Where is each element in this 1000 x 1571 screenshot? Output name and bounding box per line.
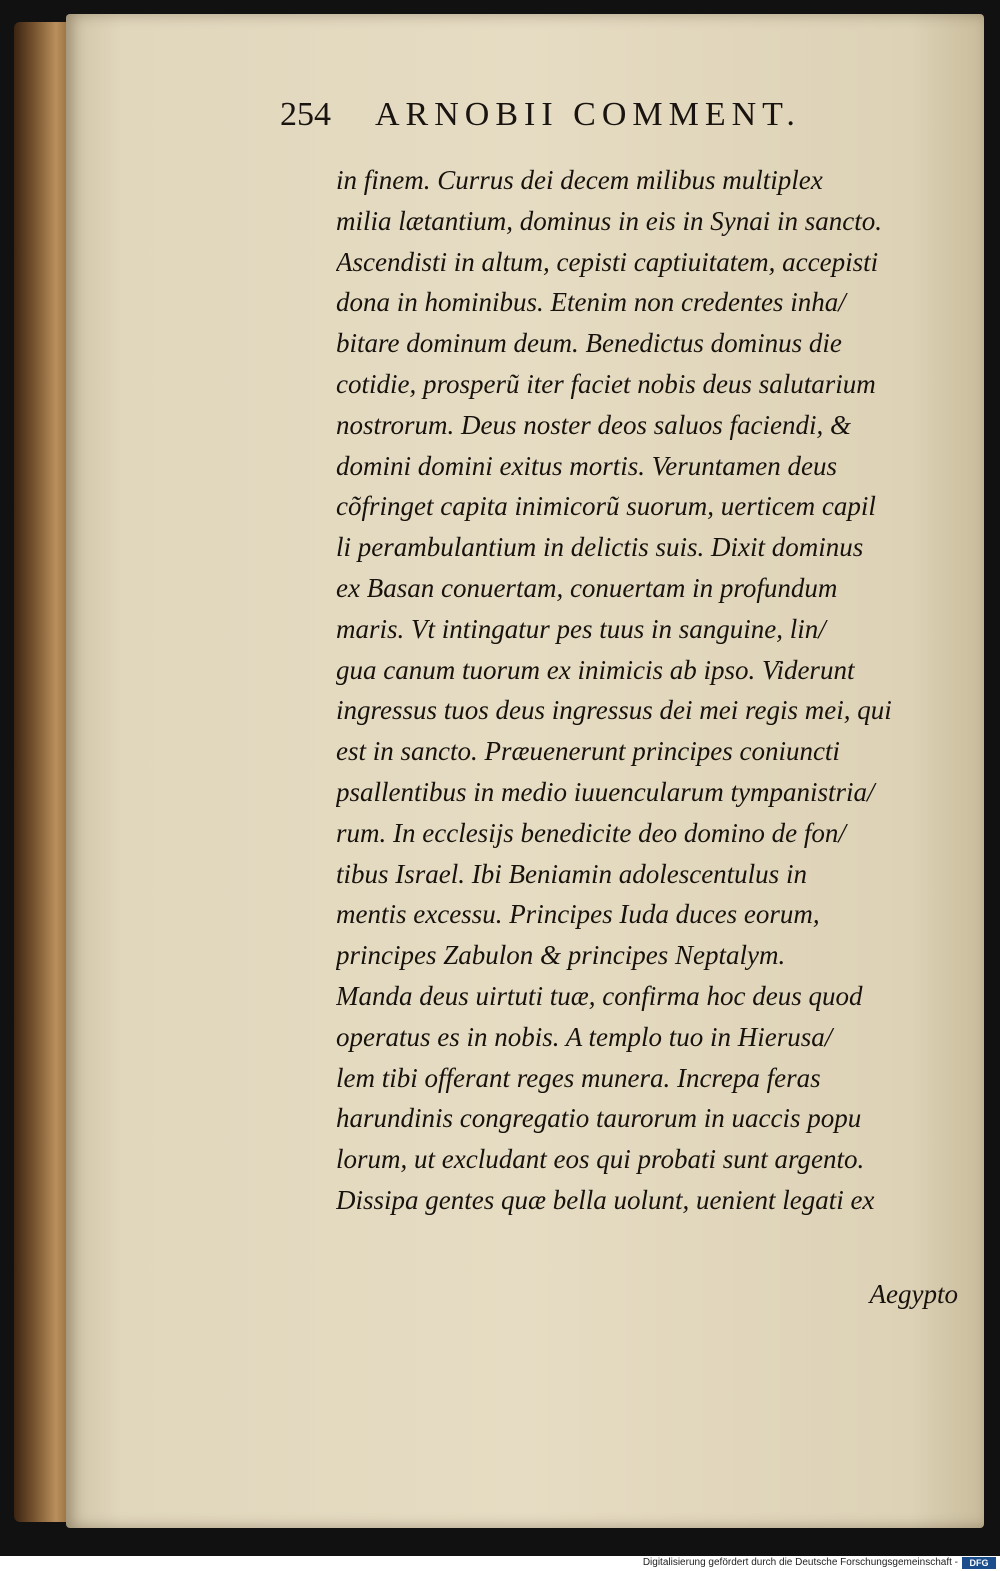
text-line: lem tibi offerant reges munera. Increpa feras (336, 1062, 821, 1093)
footer-credit: Digitalisierung gefördert durch die Deutsche Forschungsgemeinschaft - (642, 1557, 958, 1568)
text-line: Dissipa gentes quæ bella uolunt, uenient legati ex (336, 1184, 875, 1215)
text-line: dona in hominibus. Etenim non credentes inha/ (336, 287, 846, 318)
text-line: est in sancto. Præuenerunt principes coniuncti (336, 736, 840, 767)
text-line: maris. Vt intingatur pes tuus in sanguine, lin/ (336, 613, 826, 644)
text-line: ex Basan conuertam, conuertam in profundum (336, 572, 838, 603)
text-line: li perambulantium in delictis suis. Dixit dominus (336, 532, 864, 563)
text-line: ingressus tuos deus ingressus dei mei regis mei, qui (336, 695, 892, 726)
text-line: rum. In ecclesijs benedicite deo domino de fon/ (336, 817, 846, 848)
text-line: operatus es in nobis. A templo tuo in Hierusa/ (336, 1021, 833, 1052)
text-line: cõfringet capita inimicorũ suorum, uerticem capil (336, 491, 876, 522)
running-title: ARNOBII COMMENT. (375, 96, 801, 133)
text-line: domini domini exitus mortis. Veruntamen deus (336, 450, 837, 481)
page-number: 254 (280, 96, 331, 133)
text-line: Ascendisti in altum, cepisti captiuitatem, accepisti (336, 246, 879, 277)
text-line: harundinis congregatio taurorum in uaccis popu (336, 1103, 862, 1134)
body-text (336, 160, 968, 1320)
text-line: nostrorum. Deus noster deos saluos faciendi, & (336, 409, 851, 440)
text-line: principes Zabulon & principes Neptalym. (336, 940, 786, 971)
text-line: psallentibus in medio iuuencularum tympanistria/ (336, 776, 875, 807)
running-head (280, 96, 920, 146)
catchword: Aegypto (869, 1279, 958, 1309)
text-line: gua canum tuorum ex inimicis ab ipso. Viderunt (336, 654, 855, 685)
footer-bar (0, 1556, 1000, 1571)
text-line: lorum, ut excludant eos qui probati sunt argento. (336, 1144, 865, 1175)
text-line: mentis excessu. Principes Iuda duces eorum, (336, 899, 820, 930)
text-line: milia lætantium, dominus in eis in Synai in sancto. (336, 205, 882, 236)
dfg-logo: DFG (962, 1557, 996, 1569)
text-line: cotidie, prosperũ iter faciet nobis deus salutarium (336, 368, 876, 399)
text-line: in finem. Currus dei decem milibus multiplex (336, 165, 823, 195)
text-line: Manda deus uirtuti tuæ, confirma hoc deus quod (336, 980, 863, 1011)
text-line: tibus Israel. Ibi Beniamin adolescentulus in (336, 858, 807, 889)
text-line: bitare dominum deum. Benedictus dominus die (336, 328, 842, 359)
